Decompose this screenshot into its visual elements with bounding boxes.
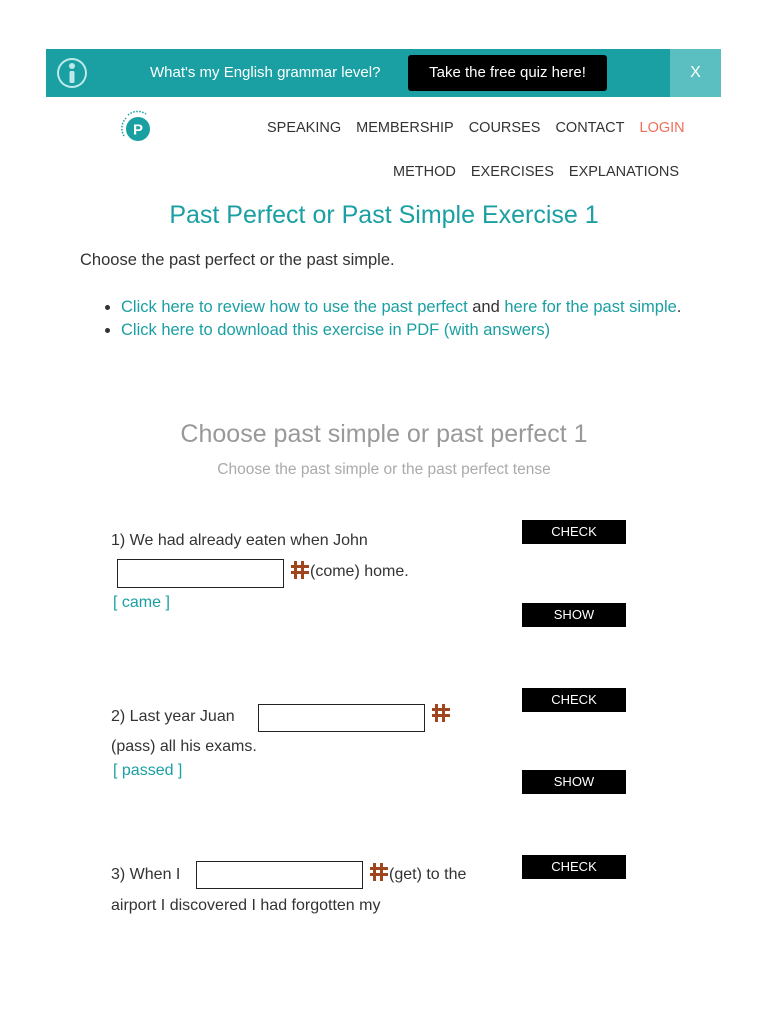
review-past-simple-link[interactable]: here for the past simple [504, 298, 677, 316]
question-2-text-after: (pass) all his exams. [111, 738, 257, 755]
question-2-answer: [ passed ] [113, 762, 183, 779]
review-past-perfect-link[interactable]: Click here to review how to use the past perfect [121, 298, 468, 316]
nav-speaking[interactable]: SPEAKING [267, 120, 342, 136]
list-item [121, 319, 741, 342]
check-button-1[interactable]: CHECK [522, 520, 626, 544]
quiz-subtitle: Choose the past simple or the past perfect tense [217, 461, 551, 478]
question-1-answer: [ came ] [113, 594, 170, 611]
site-logo[interactable] [116, 108, 156, 148]
take-quiz-button[interactable]: Take the free quiz here! [408, 55, 607, 91]
question-3-text-after: (get) to the [389, 866, 467, 883]
nav-explanations[interactable]: EXPLANATIONS [568, 164, 680, 180]
link-connector: and [467, 298, 505, 316]
close-banner-button[interactable]: X [670, 49, 721, 97]
question-2-text: 2) Last year Juan [111, 708, 235, 725]
logo-letter: P [132, 121, 144, 139]
hint-icon[interactable] [290, 560, 310, 580]
question-2-input[interactable] [258, 704, 425, 732]
promo-banner [46, 49, 721, 97]
banner-text: What's my English grammar level? [150, 64, 381, 81]
question-3-text-line2: airport I discovered I had forgotten my [111, 897, 381, 914]
page-title: Past Perfect or Past Simple Exercise 1 [169, 201, 599, 229]
question-1-text-after: (come) home. [310, 563, 409, 580]
question-3-input[interactable] [196, 861, 363, 889]
secondary-nav [393, 164, 679, 180]
nav-membership[interactable]: MEMBERSHIP [356, 120, 454, 136]
nav-exercises[interactable]: EXERCISES [470, 164, 554, 180]
show-button-2[interactable]: SHOW [522, 770, 626, 794]
question-1-input[interactable] [117, 559, 284, 588]
hint-icon[interactable] [431, 703, 451, 723]
question-1-text: 1) We had already eaten when John [111, 532, 368, 549]
resource-links [80, 296, 741, 342]
nav-method[interactable]: METHOD [393, 164, 456, 180]
info-icon [56, 57, 88, 89]
question-3-text: 3) When I [111, 866, 181, 883]
link-period: . [676, 298, 682, 316]
quiz-title: Choose past simple or past perfect 1 [180, 420, 588, 448]
primary-nav [267, 120, 685, 136]
nav-contact[interactable]: CONTACT [555, 120, 625, 136]
show-button-1[interactable]: SHOW [522, 603, 626, 627]
check-button-2[interactable]: CHECK [522, 688, 626, 712]
nav-courses[interactable]: COURSES [468, 120, 541, 136]
list-item [121, 296, 741, 319]
nav-login[interactable]: LOGIN [639, 120, 685, 136]
check-button-3[interactable]: CHECK [522, 855, 626, 879]
intro-text: Choose the past perfect or the past simple. [80, 251, 395, 269]
download-pdf-link[interactable]: Click here to download this exercise in PDF (with answers) [121, 321, 551, 339]
hint-icon[interactable] [369, 862, 389, 882]
